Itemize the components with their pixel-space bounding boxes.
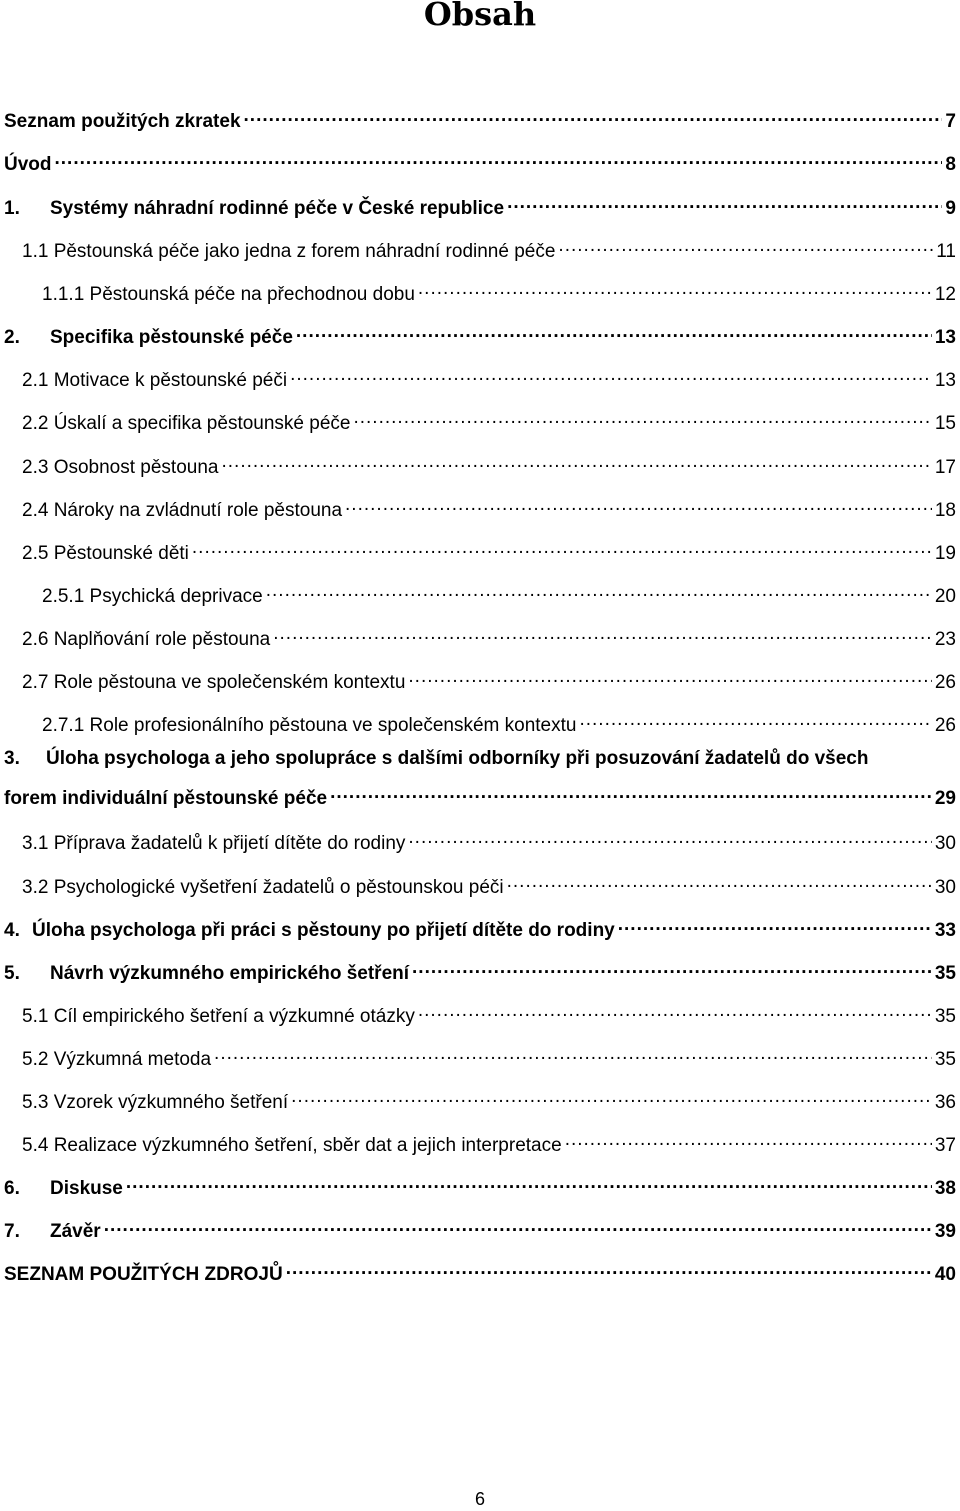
toc-leader-dots bbox=[565, 1121, 932, 1151]
toc-entry-text: Návrh výzkumného empirického šetření bbox=[50, 963, 410, 984]
toc-leader-dots bbox=[618, 906, 932, 936]
toc-entry-page: 37 bbox=[934, 1135, 956, 1156]
toc-leader-dots bbox=[290, 356, 932, 386]
toc-entry-text: 5.1 Cíl empirického šetření a výzkumné otázky bbox=[22, 1006, 415, 1027]
toc-leader-dots bbox=[291, 1078, 932, 1108]
toc-entry-page: 33 bbox=[934, 920, 956, 941]
toc-entry-page: 35 bbox=[934, 1049, 956, 1070]
toc-leader-dots bbox=[126, 1164, 932, 1194]
toc-entry[interactable] bbox=[0, 658, 960, 693]
toc-entry[interactable] bbox=[0, 992, 960, 1027]
toc-entry[interactable] bbox=[0, 486, 960, 521]
toc-entry-number: 7. bbox=[4, 1221, 20, 1242]
toc-entry[interactable] bbox=[0, 356, 960, 391]
toc-leader-dots bbox=[558, 227, 933, 257]
toc-entry[interactable] bbox=[0, 529, 960, 564]
toc-leader-dots bbox=[104, 1207, 932, 1237]
toc-entry-text: Úvod bbox=[4, 154, 52, 175]
toc-entry-text: Závěr bbox=[50, 1221, 101, 1242]
toc-entry-page: 13 bbox=[934, 370, 956, 391]
toc-entry[interactable] bbox=[0, 97, 960, 132]
toc-entry-text: 2.2 Úskalí a specifika pěstounské péče bbox=[22, 413, 351, 434]
toc-entry[interactable] bbox=[0, 140, 960, 175]
toc-entry-page: 39 bbox=[934, 1221, 956, 1242]
toc-entry-text: Systémy náhradní rodinné péče v České republice bbox=[50, 198, 505, 219]
toc-entry-page: 30 bbox=[934, 833, 956, 854]
toc-entry[interactable] bbox=[0, 615, 960, 650]
toc-entry-page: 29 bbox=[934, 788, 956, 809]
toc-leader-dots bbox=[214, 1035, 932, 1065]
toc-entry-page: 35 bbox=[934, 1006, 956, 1027]
toc-entry-page: 35 bbox=[934, 963, 956, 984]
toc-entry[interactable] bbox=[0, 1250, 960, 1285]
toc-entry-number: 1. bbox=[4, 198, 20, 219]
toc-entry-page: 11 bbox=[936, 241, 956, 262]
toc-entry-text: Diskuse bbox=[50, 1178, 123, 1199]
toc-leader-dots bbox=[507, 184, 942, 214]
toc-entry[interactable] bbox=[0, 227, 960, 262]
toc-entry[interactable] bbox=[0, 906, 960, 941]
toc-entry-page: 13 bbox=[934, 327, 956, 348]
toc-entry[interactable] bbox=[0, 443, 960, 478]
toc-entry-page: 18 bbox=[934, 500, 956, 521]
toc-entry-number: 6. bbox=[4, 1178, 20, 1199]
toc-entry-number: 4. bbox=[4, 920, 20, 941]
toc-entry[interactable] bbox=[0, 313, 960, 348]
toc-entry-text: 2.3 Osobnost pěstouna bbox=[22, 457, 219, 478]
toc-entry-text: 2.6 Naplňování role pěstouna bbox=[22, 629, 271, 650]
toc-entry-page: 36 bbox=[934, 1092, 956, 1113]
toc-entry-text: 2.7.1 Role profesionálního pěstouna ve společenském kontextu bbox=[42, 715, 577, 736]
toc-leader-dots bbox=[579, 701, 931, 731]
toc-entry-text: 3.2 Psychologické vyšetření žadatelů o pěstounskou péči bbox=[22, 877, 504, 898]
toc-entry-page: 20 bbox=[934, 586, 956, 607]
toc-entry-text: 2.4 Nároky na zvládnutí role pěstouna bbox=[22, 500, 343, 521]
toc-entry[interactable] bbox=[0, 1207, 960, 1242]
toc-entry-page: 15 bbox=[934, 413, 956, 434]
toc-entry[interactable] bbox=[0, 863, 960, 898]
toc-entry-text: 2.5 Pěstounské děti bbox=[22, 543, 189, 564]
toc-entry[interactable] bbox=[0, 1035, 960, 1070]
toc-entry-text: Specifika pěstounské péče bbox=[50, 327, 293, 348]
toc-entry-text: 2.1 Motivace k pěstounské péči bbox=[22, 370, 288, 391]
toc-entry[interactable] bbox=[0, 270, 960, 305]
toc-entry-text: Úloha psychologa při práci s pěstouny po přijetí dítěte do rodiny bbox=[32, 920, 615, 941]
toc-entry[interactable] bbox=[0, 399, 960, 434]
toc-leader-dots bbox=[296, 313, 932, 343]
toc-entry-number: 5. bbox=[4, 963, 20, 984]
toc-entry-text: Seznam použitých zkratek bbox=[4, 111, 241, 132]
toc-entry[interactable] bbox=[0, 1121, 960, 1156]
toc-entry-text: 5.2 Výzkumná metoda bbox=[22, 1049, 212, 1070]
toc-leader-dots bbox=[408, 658, 931, 688]
toc-entry-text: SEZNAM POUŽITÝCH ZDROJŮ bbox=[4, 1264, 283, 1285]
toc-entry-page: 26 bbox=[934, 715, 956, 736]
toc-leader-dots bbox=[273, 615, 932, 645]
toc-leader-dots bbox=[418, 992, 932, 1022]
toc-leader-dots bbox=[345, 486, 932, 516]
toc-entry-text: 5.4 Realizace výzkumného šetření, sběr dat a jejich interpretace bbox=[22, 1135, 562, 1156]
toc-entry[interactable] bbox=[0, 819, 960, 854]
toc-entry-page: 9 bbox=[945, 198, 956, 219]
toc-leader-dots bbox=[286, 1250, 932, 1280]
toc-leader-dots bbox=[412, 949, 932, 979]
toc-leader-dots bbox=[266, 572, 932, 602]
toc-entry[interactable] bbox=[0, 572, 960, 607]
toc-leader-dots bbox=[244, 97, 943, 127]
toc-entry-page: 40 bbox=[934, 1264, 956, 1285]
toc-leader-dots bbox=[408, 819, 931, 849]
toc-entry-page: 7 bbox=[945, 111, 956, 132]
toc-leader-dots bbox=[353, 399, 931, 429]
toc-entry-page: 8 bbox=[945, 154, 956, 175]
toc-leader-dots bbox=[330, 774, 932, 804]
toc-entry[interactable] bbox=[0, 701, 960, 736]
toc-entry[interactable] bbox=[4, 744, 956, 814]
toc-leader-dots bbox=[507, 863, 932, 893]
toc-entry[interactable] bbox=[0, 949, 960, 984]
toc-leader-dots bbox=[221, 443, 931, 473]
toc-entry-text: 5.3 Vzorek výzkumného šetření bbox=[22, 1092, 289, 1113]
toc-entry-page: 23 bbox=[934, 629, 956, 650]
toc-entry-text: 3.1 Příprava žadatelů k přijetí dítěte do rodiny bbox=[22, 833, 406, 854]
toc-entry[interactable] bbox=[0, 1078, 960, 1113]
toc-entry-text: 1.1.1 Pěstounská péče na přechodnou dobu bbox=[42, 284, 415, 305]
toc-entry-text-continued: forem individuální pěstounské péče bbox=[4, 788, 328, 809]
toc-entry[interactable] bbox=[0, 184, 960, 219]
toc-entry-text: 1.1 Pěstounská péče jako jedna z forem náhradní rodinné péče bbox=[22, 241, 556, 262]
toc-entry-page: 26 bbox=[934, 672, 956, 693]
toc-leader-dots bbox=[418, 270, 932, 300]
toc-entry-number: 2. bbox=[4, 327, 20, 348]
toc-entry-page: 38 bbox=[934, 1178, 956, 1199]
toc-entry-page: 19 bbox=[934, 543, 956, 564]
page-title: Obsah bbox=[423, 0, 537, 33]
toc-entry-page: 17 bbox=[934, 457, 956, 478]
toc-entry-text: Úloha psychologa a jeho spolupráce s dalšími odborníky při posuzování žadatelů do všech bbox=[46, 748, 869, 769]
toc-entry-text: 2.7 Role pěstouna ve společenském kontextu bbox=[22, 672, 406, 693]
toc-entry-page: 30 bbox=[934, 877, 956, 898]
toc-leader-dots bbox=[192, 529, 932, 559]
toc-entry-page: 12 bbox=[934, 284, 956, 305]
toc-entry[interactable] bbox=[0, 1164, 960, 1199]
toc-leader-dots bbox=[55, 140, 943, 170]
page-number: 6 bbox=[474, 1489, 485, 1509]
toc-entry-number: 3. bbox=[4, 748, 20, 769]
toc-entry-text: 2.5.1 Psychická deprivace bbox=[42, 586, 263, 607]
